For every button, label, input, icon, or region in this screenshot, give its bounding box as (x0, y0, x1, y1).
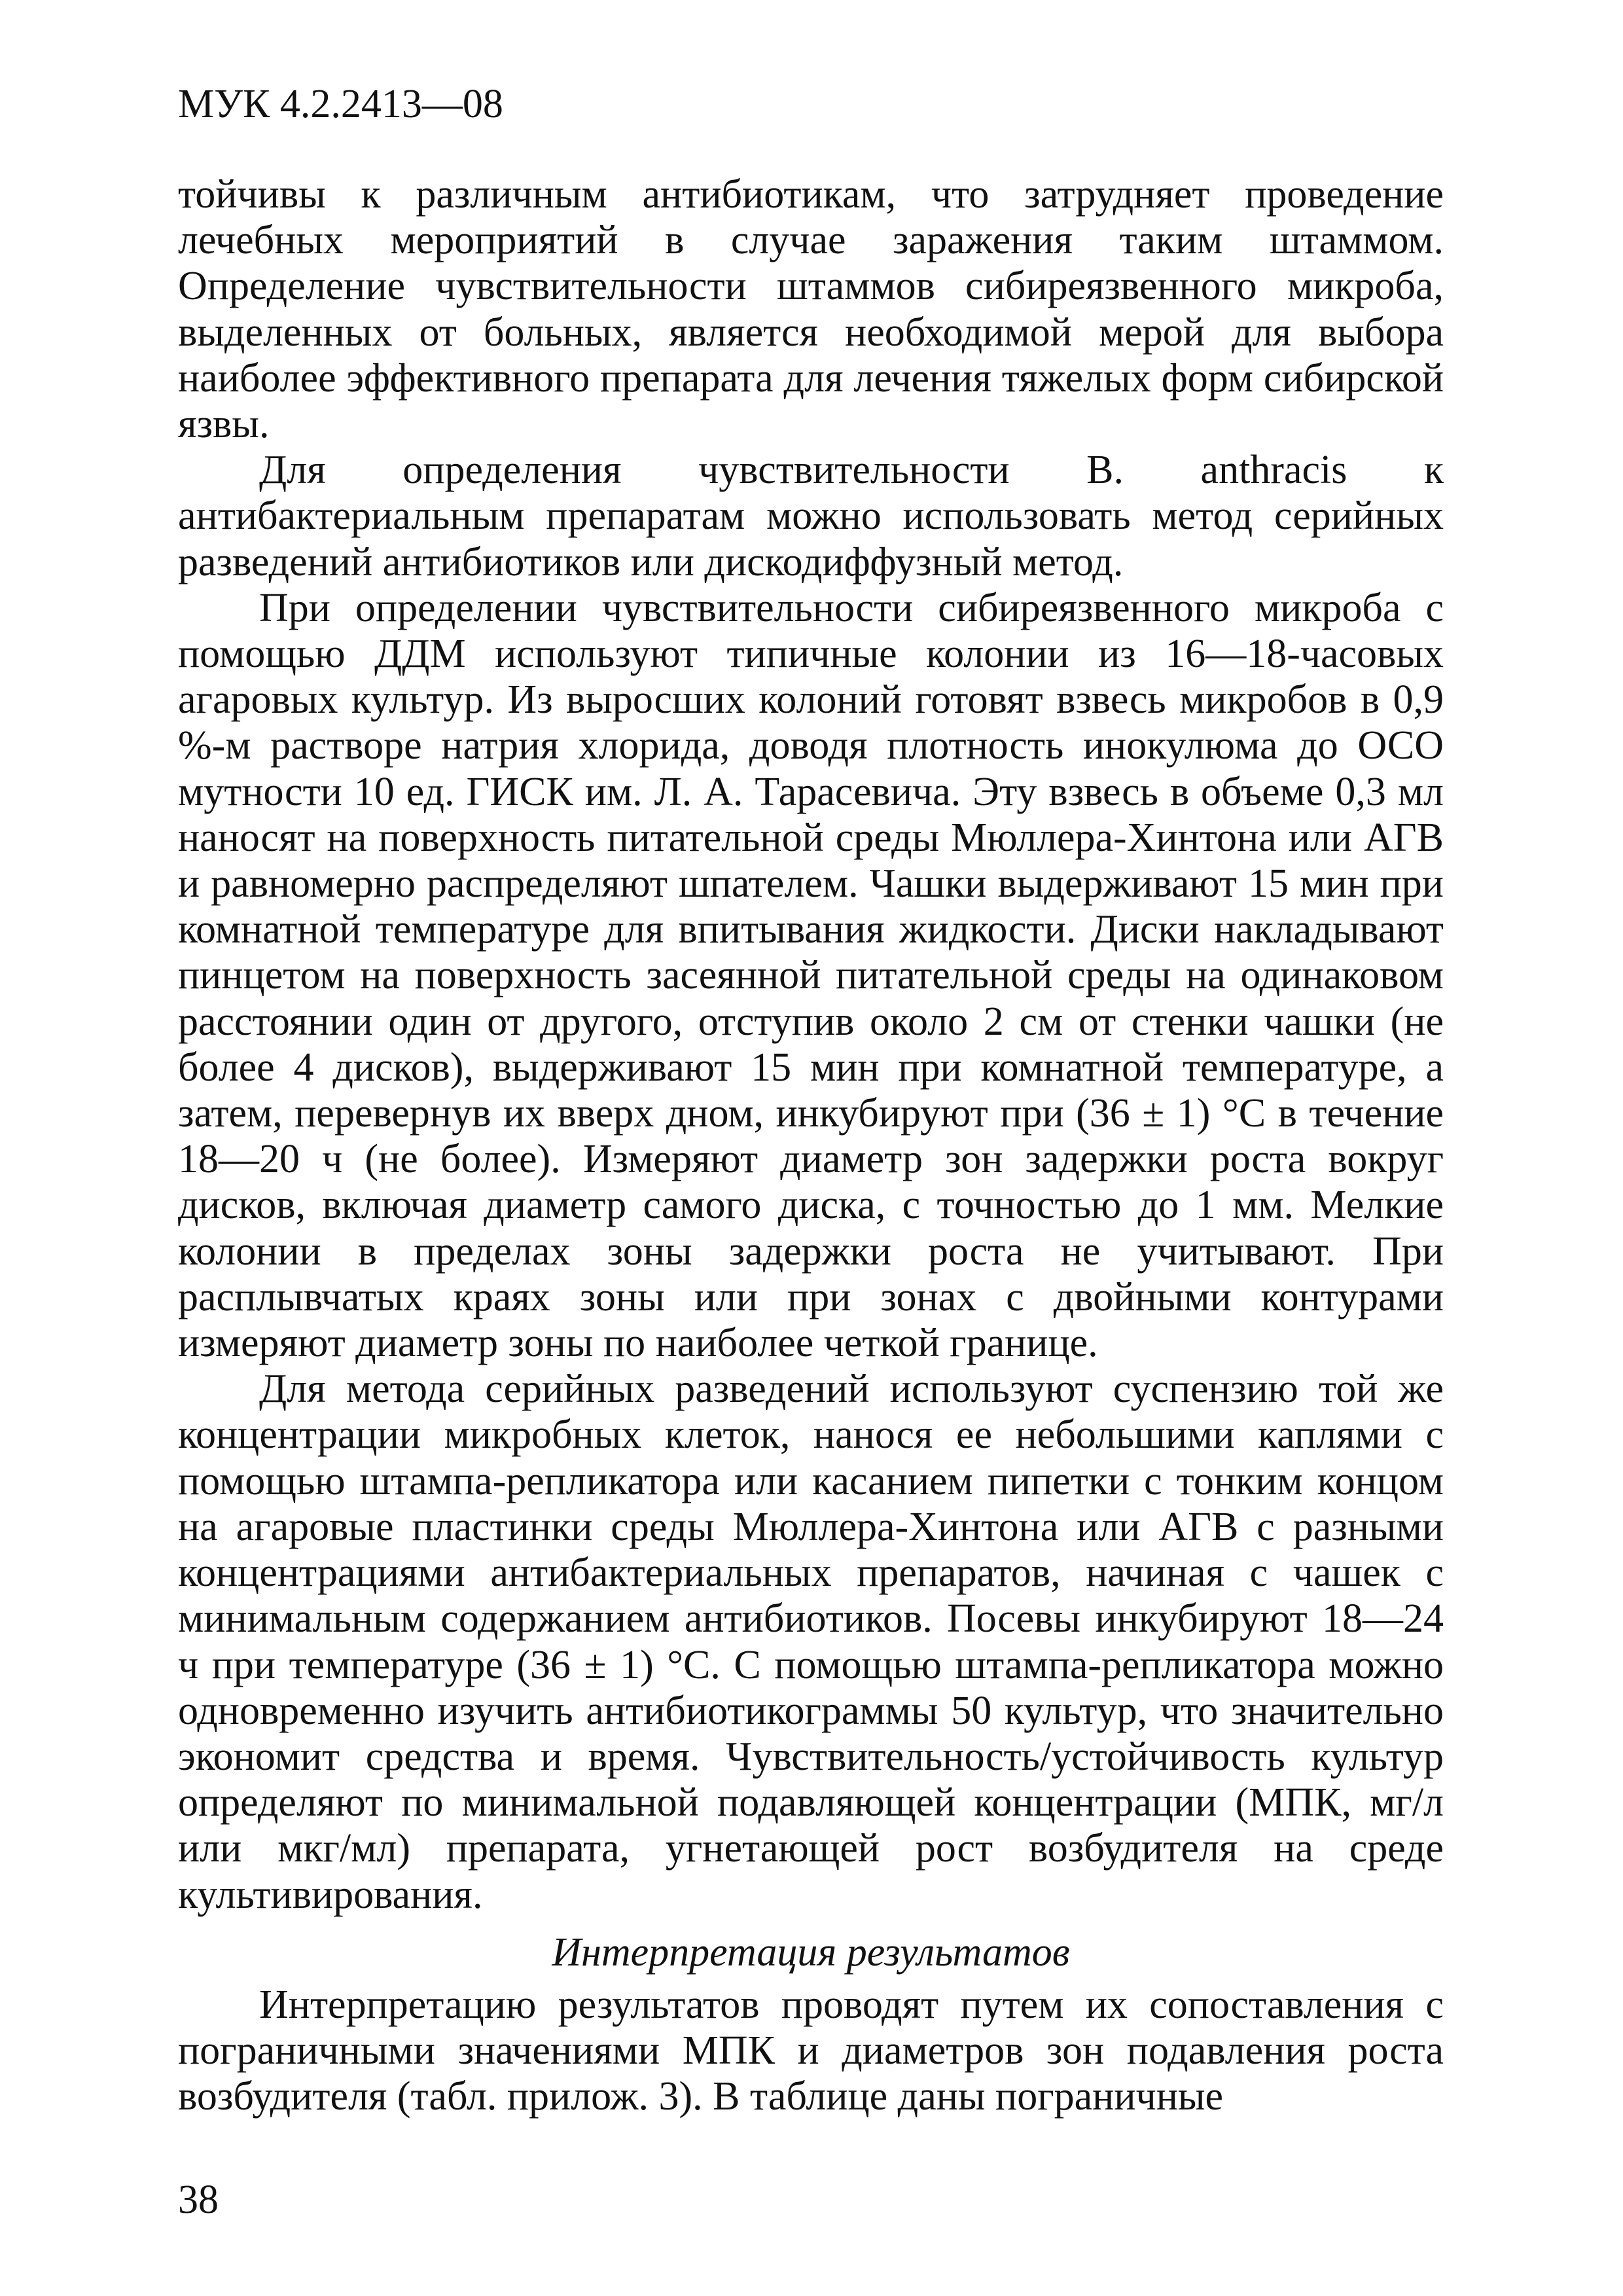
paragraph-disk-diffusion: При определении чувствительности сибиреязвенного микроба с помощью ДДМ используют типичные колонии из 16—18-часовых агаровых культур. Из выросших колоний готовят взвесь микробов в 0,9 %-м растворе натрия хлорида, доводя плотность инокулюма до ОСО мутности 10 ед. ГИСК им. Л. А. Тарасевича. Эту взвесь в объеме 0,3 мл наносят на поверхность питательной среды Мюллера-Хинтона или АГВ и равномерно распределяют шпателем. Чашки выдерживают 15 мин при комнатной температуре для впитывания жидкости. Диски накладывают пинцетом на поверхность засеянной питательной среды на одинаковом расстоянии один от другого, отступив около 2 см от стенки чашки (не более 4 дисков), выдерживают 15 мин при комнатной температуре, а затем, перевернув их вверх дном, инкубируют при (36 ± 1) °С в течение 18—20 ч (не более). Измеряют диаметр зон задержки роста вокруг дисков, включая диаметр самого диска, с точностью до 1 мм. Мелкие колонии в пределах зоны задержки роста не учитывают. При расплывчатых краях зоны или при зонах с двойными контурами измеряют диаметр зоны по наиболее четкой границе. (178, 585, 1444, 1366)
document-header: МУК 4.2.2413—08 (178, 82, 503, 126)
paragraph-interpretation: Интерпретацию результатов проводят путем их сопоставления с пограничными значениями МПК и диаметров зон подавления роста возбудителя (табл. прилож. 3). В таблице даны пограничные (178, 1982, 1444, 2119)
paragraph-continuation: тойчивы к различным антибиотикам, что затрудняет проведение лечебных мероприятий в случае заражения таким штаммом. Определение чувствительности штаммов сибиреязвенного микроба, выделенных от больных, является необходимой мерой для выбора наиболее эффективного препарата для лечения тяжелых форм сибирской язвы. (178, 172, 1444, 447)
paragraph-susceptibility-methods: Для определения чувствительности B. anthracis к антибактериальным препаратам можно использовать метод серийных разведений антибиотиков или дискодиффузный метод. (178, 448, 1444, 584)
section-subheading: Интерпретация результатов (552, 1929, 1070, 1975)
body-text (178, 171, 1444, 2120)
page-number: 38 (178, 2178, 219, 2222)
paragraph-serial-dilution: Для метода серийных разведений используют суспензию той же концентрации микробных клеток, нанося ее небольшими каплями с помощью штампа-репликатора или касанием пипетки с тонким концом на агаровые пластинки среды Мюллера-Хинтона или АГВ с разными концентрациями антибактериальных препаратов, начиная с чашек с минимальным содержанием антибиотиков. Посевы инкубируют 18—24 ч при температуре (36 ± 1) °С. С помощью штампа-репликатора можно одновременно изучить антибиотикограммы 50 культур, что значительно экономит средства и время. Чувствительность/устойчивость культур определяют по минимальной подавляющей концентрации (МПК, мг/л или мкг/мл) препарата, угнетающей рост возбудителя на среде культивирования. (178, 1367, 1444, 1917)
